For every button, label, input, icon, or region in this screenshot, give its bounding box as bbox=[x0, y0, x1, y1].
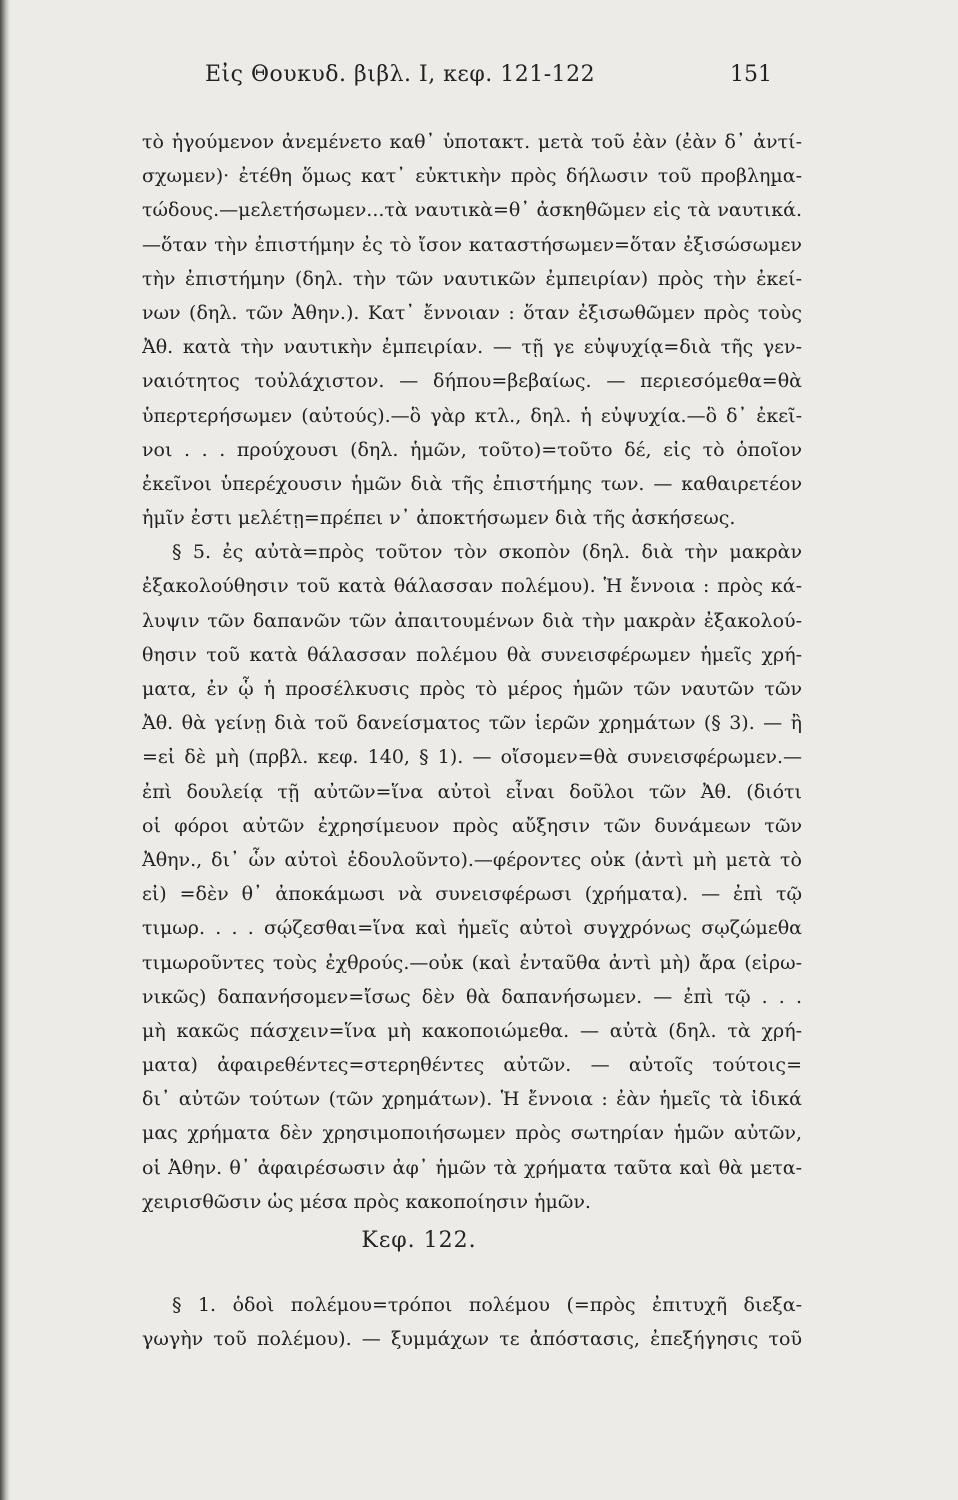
text-line: § 1. ὁδοὶ πολέμου=τρόποι πολέμου (=πρὸς ἐπιτυχῆ διεξα- bbox=[172, 1294, 802, 1316]
commentary-text-chapter-122 bbox=[142, 1288, 802, 1356]
text-line: —ὅταν τὴν ἐπιστήμην ἐς τὸ ἴσον καταστήσωμεν=ὅταν ἐξισώσωμεν bbox=[142, 233, 802, 256]
text-line: Ἀθ. θὰ γείνῃ διὰ τοῦ δανείσματος τῶν ἱερῶν χρημάτων (§ 3). — ἢ bbox=[142, 712, 802, 735]
text-line: τιμωροῦντες τοὺς ἐχθρούς.—οὐκ (καὶ ἐνταῦθα ἀντὶ μὴ) ἄρα (εἰρω- bbox=[142, 951, 802, 974]
text-line: ὑπερτερήσωμεν (αὐτούς).—ὃ γὰρ κτλ., δηλ. ἡ εὐψυχία.—ὃ δ᾽ ἐκεῖ- bbox=[142, 404, 802, 427]
text-line: νοι . . . προύχουσι (δηλ. ἡμῶν, τοῦτο)=τοῦτο δέ, εἰς τὸ ὁποῖον bbox=[142, 438, 802, 461]
text-line: θησιν τοῦ κατὰ θάλασσαν πολέμου θὰ συνεισφέρωμεν ἡμεῖς χρή- bbox=[142, 643, 802, 666]
text-line: τιμωρ. . . . σῴζεσθαι=ἵνα καὶ ἡμεῖς αὐτοὶ συγχρόνως σῳζώμεθα bbox=[142, 917, 802, 940]
text-line: νων (δηλ. τῶν Ἀθην.). Κατ᾽ ἔννοιαν : ὅταν ἐξισωθῶμεν πρὸς τοὺς bbox=[142, 301, 802, 324]
text-line: Ἀθ. κατὰ τὴν ναυτικὴν ἐμπειρίαν. — τῇ γε εὐψυχίᾳ=διὰ τῆς γεν- bbox=[142, 336, 802, 359]
text-line: ἐξακολούθησιν τοῦ κατὰ θάλασσαν πολέμου). Ἡ ἔννοια : πρὸς κά- bbox=[142, 575, 802, 598]
text-line: τώδους.—μελετήσωμεν...τὰ ναυτικὰ=θ᾽ ἀσκηθῶμεν εἰς τὰ ναυτικά. bbox=[142, 199, 802, 222]
text-line: χειρισθῶσιν ὡς μέσα πρὸς κακοποίησιν ἡμῶν. bbox=[142, 1190, 591, 1213]
commentary-text bbox=[142, 125, 802, 1219]
text-line: ναιότητος τοὐλάχιστον. — δήπου=βεβαίως. — περιεσόμεθα=θὰ bbox=[142, 370, 802, 393]
text-line: ἡμῖν ἐστι μελέτῃ=πρέπει ν᾽ ἀποκτήσωμεν διὰ τῆς ἀσκήσεως. bbox=[142, 507, 736, 530]
text-line: μας χρήματα δὲν χρησιμοποιήσωμεν πρὸς σωτηρίαν ἡμῶν αὐτῶν, bbox=[142, 1122, 802, 1145]
text-line: § 5. ἐς αὐτὰ=πρὸς τοῦτον τὸν σκοπὸν (δηλ. διὰ τὴν μακρὰν bbox=[172, 541, 802, 564]
text-line: ματα, ἐν ᾧ ἡ προσέλκυσις πρὸς τὸ μέρος ἡμῶν τῶν ναυτῶν τῶν bbox=[142, 678, 802, 700]
text-line: =εἰ δὲ μὴ (πρβλ. κεφ. 140, § 1). — οἴσομεν=θὰ συνεισφέρωμεν.— bbox=[142, 746, 802, 769]
page-number: 151 bbox=[730, 62, 772, 87]
text-line: σχωμεν)· ἐτέθη ὅμως κατ᾽ εὐκτικὴν πρὸς δήλωσιν τοῦ προβληµα- bbox=[142, 165, 802, 188]
text-line: ματα) ἀφαιρεθέντες=στερηθέντες αὐτῶν. — αὐτοῖς τούτοις= bbox=[142, 1054, 802, 1077]
text-line: μὴ κακῶς πάσχειν=ἵνα μὴ κακοποιώμεθα. — αὐτὰ (δηλ. τὰ χρή- bbox=[142, 1019, 802, 1042]
text-line: οἱ Ἀθην. θ᾽ ἀφαιρέσωσιν ἀφ᾽ ἡμῶν τὰ χρήματα ταῦτα καὶ θὰ μετα- bbox=[142, 1156, 802, 1179]
text-line: εἰ) =δὲν θ᾽ ἀποκάμωσι νὰ συνεισφέρωσι (χρήματα). — ἐπὶ τῷ bbox=[142, 883, 802, 906]
text-line: τὸ ἡγούμενον ἀνεμένετο καθ᾽ ὑποτακτ. μετὰ τοῦ ἐὰν (ἐὰν δ᾽ ἀντί- bbox=[142, 131, 802, 153]
text-line: οἱ φόροι αὐτῶν ἐχρησίμευον πρὸς αὔξησιν τῶν δυνάμεων τῶν bbox=[142, 814, 802, 837]
text-line: λυψιν τῶν δαπανῶν τῶν ἀπαιτουμένων διὰ τὴν μακρὰν ἐξακολού- bbox=[142, 609, 802, 632]
text-line: γωγὴν τοῦ πολέμου). — ξυμμάχων τε ἀπόστασις, ἐπεξήγησις τοῦ bbox=[142, 1328, 802, 1351]
text-line: τὴν ἐπιστήμην (δηλ. τὴν τῶν ναυτικῶν ἐμπειρίαν) πρὸς τὴν ἐκεί- bbox=[142, 267, 802, 290]
book-spine-shadow bbox=[0, 0, 10, 1500]
text-line: Ἀθην., δι᾽ ὧν αὐτοὶ ἐδουλοῦντο).—φέροντες οὐκ (ἀντὶ μὴ μετὰ τὸ bbox=[142, 848, 802, 871]
page-header bbox=[0, 62, 958, 92]
text-line: δι᾽ αὐτῶν τούτων (τῶν χρημάτων). Ἡ ἔννοια : ἐὰν ἡμεῖς τὰ ἰδικά bbox=[142, 1088, 802, 1111]
chapter-heading-text: Κεφ. 122. bbox=[361, 1228, 477, 1253]
chapter-heading bbox=[0, 1228, 958, 1253]
text-line: ἐπὶ δουλείᾳ τῇ αὐτῶν=ἵνα αὐτοὶ εἶναι δοῦλοι τῶν Ἀθ. (διότι bbox=[142, 780, 802, 803]
running-head: Εἰς Θουκυδ. βιβλ. I, κεφ. 121-122 bbox=[205, 62, 596, 87]
text-line: ἐκεῖνοι ὑπερέχουσιν ἡμῶν διὰ τῆς ἐπιστήμης των. — καθαιρετέον bbox=[142, 472, 802, 495]
text-line: νικῶς) δαπανήσομεν=ἴσως δὲν θὰ δαπανήσωμεν. — ἐπὶ τῷ . . . bbox=[142, 985, 802, 1008]
